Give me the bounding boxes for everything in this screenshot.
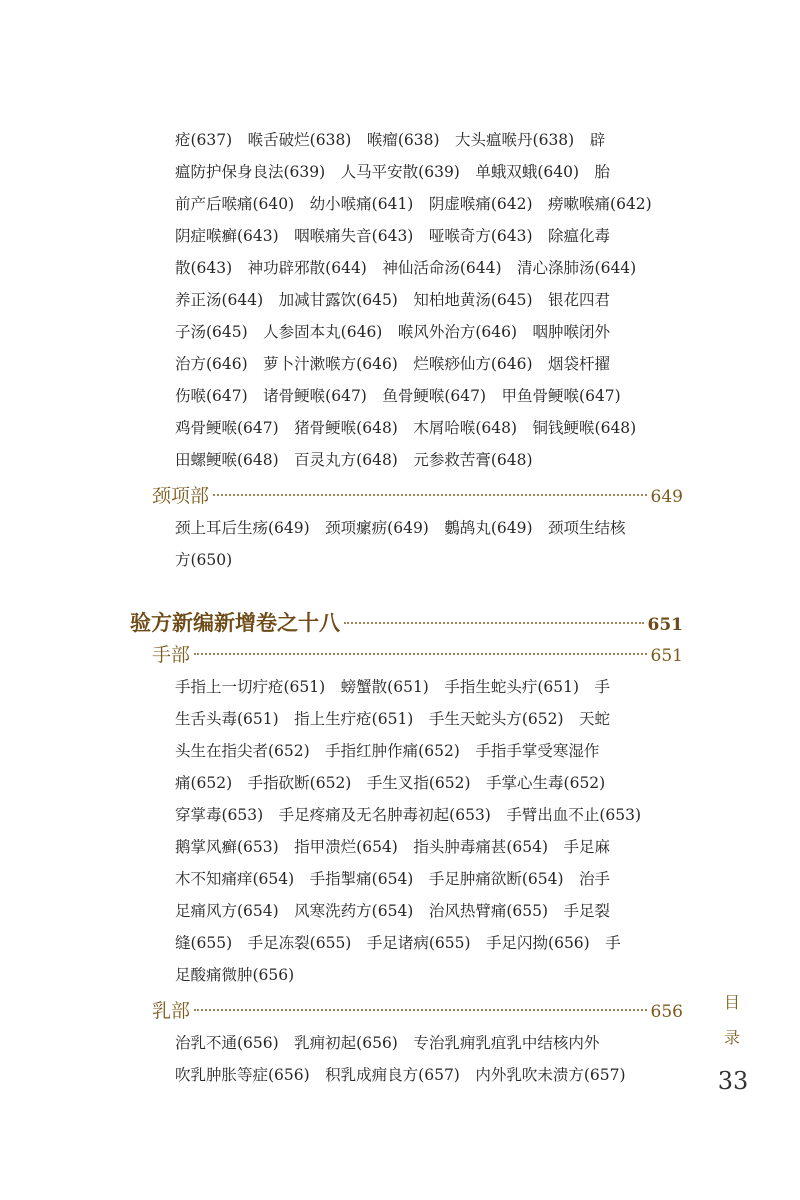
entry-line: 鸡骨鲠喉(647) 猪骨鲠喉(648) 木屑哈喉(648) 铜钱鲠喉(648)	[175, 419, 637, 437]
chapter-page-number: 651	[647, 615, 683, 635]
entry-line: 散(643) 神功辟邪散(644) 神仙活命汤(644) 清心涤肺汤(644)	[175, 259, 637, 277]
section-title: 手部	[152, 644, 191, 666]
entry-line: 瘟防护保身良法(639) 人马平安散(639) 单蛾双蛾(640) 胎	[175, 163, 611, 181]
section-title: 乳部	[152, 1000, 191, 1022]
page-number: 33	[717, 1067, 749, 1095]
leader-dots	[213, 494, 647, 496]
entry-line: 木不知痛痒(654) 手指掣痛(654) 手足肿痛欲断(654) 治手	[175, 870, 611, 888]
entry-line: 方(650)	[175, 551, 233, 569]
section-page-number: 649	[650, 487, 683, 507]
entry-line: 足痛风方(654) 风寒洗药方(654) 治风热臂痛(655) 手足裂	[175, 902, 611, 920]
entry-line: 阴症喉癣(643) 咽喉痛失音(643) 哑喉奇方(643) 除瘟化毒	[175, 227, 611, 245]
chapter-title: 验方新编新增卷之十八	[130, 610, 340, 635]
entry-line: 伤喉(647) 诸骨鲠喉(647) 鱼骨鲠喉(647) 甲鱼骨鲠喉(647)	[175, 387, 621, 405]
entry-line: 手指上一切疔疮(651) 螃蟹散(651) 手指生蛇头疔(651) 手	[175, 678, 611, 696]
section-title: 颈项部	[152, 485, 210, 507]
toc-chapter-heading[interactable]	[130, 607, 683, 639]
entry-line: 足酸痛微肿(656)	[175, 966, 295, 984]
entry-line: 吹乳肿胀等症(656) 积乳成痈良方(657) 内外乳吹未溃方(657)	[175, 1066, 626, 1084]
entry-line: 鹅掌风癣(653) 指甲溃烂(654) 指头肿毒痛甚(654) 手足麻	[175, 838, 611, 856]
entry-line: 头生在指尖者(652) 手指红肿作痛(652) 手指手掌受寒湿作	[175, 742, 600, 760]
section-page-number: 656	[650, 1002, 683, 1022]
leader-dots	[194, 653, 647, 655]
entry-line: 治方(646) 萝卜汁漱喉方(646) 烂喉痧仙方(646) 烟袋杆擢	[175, 355, 611, 373]
entry-line: 前产后喉痛(640) 幼小喉痛(641) 阴虚喉痛(642) 痨嗽喉痛(642)	[175, 195, 652, 213]
section-page-number: 651	[650, 646, 683, 666]
entry-line: 颈上耳后生疡(649) 颈项瘰疬(649) 鷜鸪丸(649) 颈项生结核	[175, 519, 626, 537]
entry-line: 生舌头毒(651) 指上生疔疮(651) 手生天蛇头方(652) 天蛇	[175, 710, 611, 728]
side-label-char: 录	[723, 1028, 740, 1047]
leader-dots	[194, 1009, 647, 1011]
toc-heading-hand[interactable]	[152, 639, 683, 671]
entry-line: 治乳不通(656) 乳痈初起(656) 专治乳痈乳疽乳中结核内外	[175, 1034, 600, 1052]
entry-line: 子汤(645) 人参固本丸(646) 喉风外治方(646) 咽肿喉闭外	[175, 323, 611, 341]
entry-line: 疮(637) 喉舌破烂(638) 喉瘤(638) 大头瘟喉丹(638) 辟	[175, 131, 606, 149]
entry-line: 养正汤(644) 加减甘露饮(645) 知柏地黄汤(645) 银花四君	[175, 291, 611, 309]
leader-dots	[344, 622, 644, 624]
side-label-char: 目	[723, 993, 740, 1012]
toc-heading-breast[interactable]	[152, 995, 683, 1027]
toc-heading-neck[interactable]	[152, 480, 683, 512]
entry-line: 穿掌毒(653) 手足疼痛及无名肿毒初起(653) 手臂出血不止(653)	[175, 806, 642, 824]
entry-line: 缝(655) 手足冻裂(655) 手足诸病(655) 手足闪拗(656) 手	[175, 934, 621, 952]
entry-line: 痛(652) 手指砍断(652) 手生叉指(652) 手掌心生毒(652)	[175, 774, 606, 792]
entry-line: 田螺鲠喉(648) 百灵丸方(648) 元参救苦膏(648)	[175, 451, 533, 469]
